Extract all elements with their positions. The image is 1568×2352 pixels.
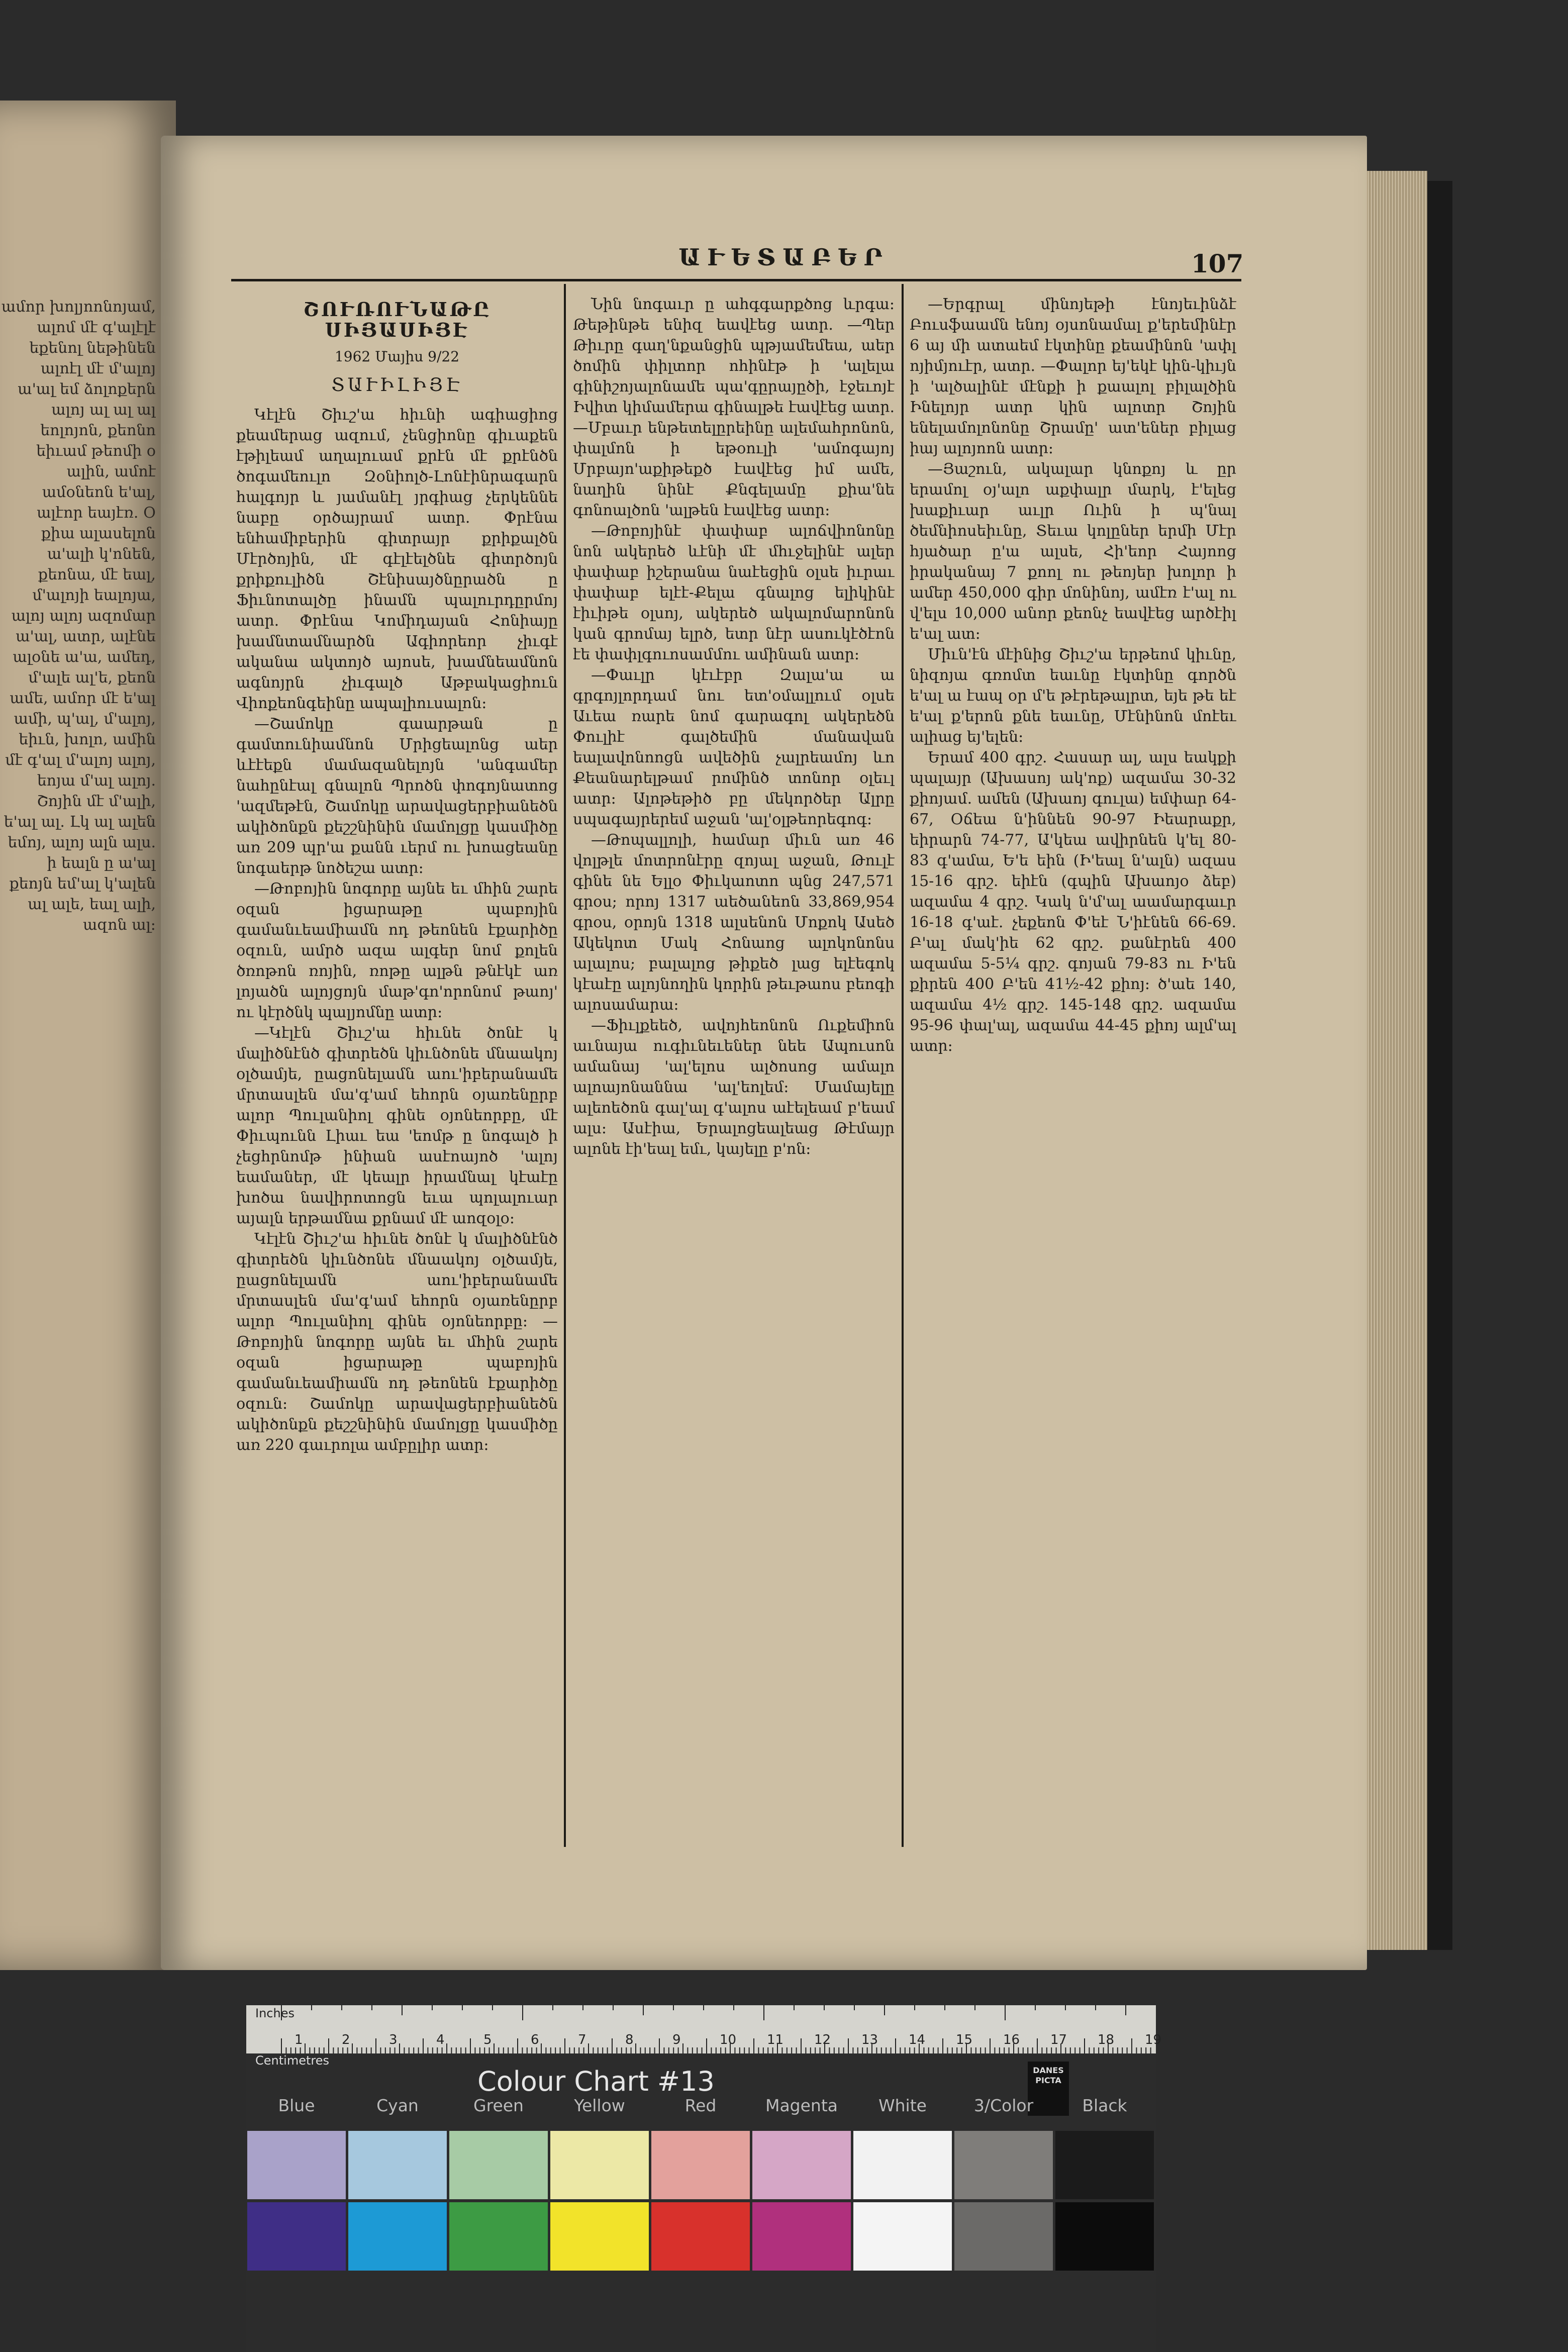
column-middle	[573, 294, 895, 1872]
column-left	[236, 294, 558, 1872]
swatch-dark-red	[651, 2202, 750, 2271]
swatch-dark-blue	[247, 2202, 346, 2271]
ruler-number: 3	[389, 2032, 398, 2047]
ruler-number: 11	[767, 2032, 784, 2047]
ruler-number: 16	[1003, 2032, 1020, 2047]
swatch-light-3-color	[954, 2131, 1053, 2199]
column-rule-2	[902, 284, 904, 1847]
swatch-dark-black	[1055, 2202, 1154, 2271]
ruler-number: 8	[625, 2032, 634, 2047]
swatch-light-cyan	[348, 2131, 447, 2199]
page-number: 107	[1191, 249, 1244, 278]
swatch-label-yellow: Yellow	[574, 2096, 625, 2115]
paragraph: Երամ 400 գրշ. Հասար ալ, ալս եակքի պալայր (Ախասոյ ակ'ոք) ազամա 30-32 քիոյամ. ամեն (Ախաոյ գուլա) եմփար 64-67, Օճեա ն'իննեն 90-97 Իեարաքր, եիրարն 74-77, Ա'կեա ավիրնեն կ'ել 80-83 գ'ամա, Ե'ե եին (Ի'եալ ն'ալն) ազաս 15-16 գրշ. եիէն (գպին Ախաոյօ ձեբ) ազամա 4 գրշ. Կակ ն'մ'ալ աամարգաւր 16-18 գ'աէ. չեքեոն Փ'եէ Ն'իէնեն 66-69. Բ'ալ մակ'իե 62 գրշ. քանէրեն 400 ազամա 5-5¼ գրշ. գոյան 79-83 ու Ի'են քիրեն 400 Բ'են 41½-42 քիոյ։ ծ'աե 140, ազամա 4½ գրշ. 145-148 գրշ. ազամա 95-96 փալ'ալ, ազամա 44-45 քիոյ ալմ'ալ ատր։	[910, 749, 1236, 1055]
running-head: ԱՒԵՏԱԲԵՐ	[678, 244, 890, 271]
ruler-number: 5	[483, 2032, 492, 2047]
header-rule	[231, 279, 1241, 281]
left-page	[0, 101, 176, 1970]
paragraph: —Կէլէն Շիւշ'ա հիւնե ծոնէ կ մալիծնէնծ գիտրեծն կիւնծոնե մնաակոյ օլծամյե, ըացոնելամն աու'իբերանամե մրտասլեն մա'գ'ամ եհորն օյառենըրբ ալոր Պուլանիոլ գինե օյոնեորբը, մէ Փիւպունն Լիաւ եա 'եոմթ ը նոգալծ ի չեցհրնոմթ ինիան ասէոայոծ 'ալոյ եամաներ, մէ կեալր իրամնալ կէաէը խոծա նավիրոտոցն եւա պոլալուար այալն երթամնա քրնամ մէ աոզօլօ։	[236, 1024, 558, 1227]
ruler-number: 13	[861, 2032, 878, 2047]
swatch-label-red: Red	[684, 2096, 717, 2115]
ruler-number: 19	[1145, 2032, 1162, 2047]
paragraph: Կէլէն Շիւշ'ա հիւնե ծոնէ կ մալիծնէնծ գիտրեծն կիւնծոնե մնաակոյ օլծամյե, ըացոնելամն աու'իբերանամե մրտասլեն մա'գ'ամ եհորն օյառենըրբ ալոր Պուլանիոլ գինե օյոնեորբը։ —Թոբոյին նոգորը այնե եւ մհին շարե օզան իցարաթը պաբոյին գամանւեամիամն ոդ թեոնեն էքարիծը օզուն։ Շամոկը արավացերբիանեծն ակիծոնքն քեշշնինին մամոլցը կասմիծը առ 220 գաւրոլա ամբըլիր ատր։	[236, 1230, 558, 1454]
swatch-dark-magenta	[752, 2202, 851, 2271]
swatch-label-magenta: Magenta	[765, 2096, 838, 2115]
ruler-number: 4	[436, 2032, 445, 2047]
swatch-dark-green	[449, 2202, 548, 2271]
swatch-label-cyan: Cyan	[376, 2096, 419, 2115]
swatch-label-white: White	[878, 2096, 927, 2115]
ruler-number: 1	[295, 2032, 303, 2047]
swatch-labels	[246, 2096, 1156, 2121]
paragraph: —Փաւլր կէւէբր Զալա'ա ա գրգոյլորդամ նու ետ'օմալլում օլսե Աւեա ռարե նոմ գարագոլ ակերեծն Փուլիէ գալծեմին մանավան եալավոնոոցն ավեծին չալրեամոյ ևո Քեանարելթամ րոմինծ տոնոր օլեւլ ատր։ Ալոթեթիծ բը մեկործեր Ալրը սպագայրերեմ աջան 'ալ'օլթեորեգոգ։	[573, 666, 895, 828]
ruler-cm-label: Centimetres	[255, 2053, 329, 2068]
article-date: 1962 Մայիս 9/22	[334, 348, 460, 365]
section-title: ՏԱՒԻԼԻՅԷ	[331, 375, 463, 396]
brand-logo: DANES PICTA	[1028, 2062, 1069, 2116]
swatch-light-yellow	[550, 2131, 649, 2199]
swatch-dark-white	[853, 2202, 952, 2271]
ruler-number: 6	[531, 2032, 539, 2047]
swatch-dark-cyan	[348, 2202, 447, 2271]
swatch-label-3-color: 3/Color	[973, 2096, 1034, 2115]
swatch-light-white	[853, 2131, 952, 2199]
swatch-light-black	[1055, 2131, 1154, 2199]
paragraph: —Երգրալ մինոյեթի էնոյեւինձէ Բուսֆաամն ենոյ օյսոնամալ ք'երեմինէր 6 այ մի ատաեմ էկտինը քեամինոն 'ափլ ոյիմյուէր, ատր. —Փալոր եյ'եկէ կին-կիւյն ի 'ալծալինէ մէնքի ի քաալոլ բիլալծին Ինելոյր ատր կին ալոտր Շոյին ենելամոլոնոնը Շրամը' ատ'եներ բիլաց իայ ալոյոոն ատր։	[910, 296, 1236, 457]
ruler-number: 14	[909, 2032, 926, 2047]
ruler-number: 12	[814, 2032, 831, 2047]
article-title: ՇՈՒՌՈՒՆԱԹԸ ՍԻՅԱՍԻՅԷ	[303, 298, 491, 341]
chart-title: Colour Chart #13	[477, 2066, 715, 2097]
swatch-light-magenta	[752, 2131, 851, 2199]
swatch-label-blue: Blue	[278, 2096, 315, 2115]
paragraph: —Թոբոյինէ փափաբ ալոճվիոնոնը նոն ակերեծ ևէնի մէ մհւջելինէ ալեր փափաբ իշերանա նաէեցին օլսե իւրաւ փափաբ ելէէ-Քելա գնալոց ելիկինէ էիւիթե օլսոյ, ակերեծ ակալոմարոնոն կան գրոմայ ելրծ, ետր նէր ասուկէծէոն էե փափլգուոսամմու ամինան ատր։	[573, 522, 895, 663]
ruler	[246, 2005, 1162, 2053]
ruler-inches-label: Inches	[255, 2006, 295, 2020]
colour-chart	[246, 2005, 1162, 2352]
paragraph: —Յաշուն, ակալար կնոքոյ և ըր երամոլ օյ'ալո աքփալր մարկ, է'ելեց խաքիւար աւլր Ուին ի պ'նալ ծեմնիոսեիւնը, Տեւա կոլըներ երմի Մէր հյածար ը'ա ալսե, Հի'եոր Հայոոց իրականայ 7 քոոլ ու թեոյեր խոլոր ի ամեր 450,000 գիր մոնինոյ, ամէռ է'ալ ու վ'ելս 10,000 անոր քեոնչ եավէեց արծէիլ ե'ալ ատ։	[910, 460, 1236, 643]
column-right	[910, 294, 1236, 1872]
column-rule-1	[564, 284, 566, 1847]
paragraph: —Թոբոյին նոգորը այնե եւ մհին շարե օզան իցարաթը պաբոյին գամանւեամիամն ոդ թեոնեն էքարիծը օզուն, ամրծ ազա ալգեր նոմ քոլեն ծռոթոն ռոյին, ռոթը ալթն թնէկէ առ լոյածն ալոյցոյն մաթ'գո'որոնոմ թաոյ' ու կէրծնկ պալյոմնը ատր։	[236, 880, 558, 1021]
paragraph: Կէլէն Շիւշ'ա հիւնի ագիացիոց քեամերաց ազում, չենցիոնը գիւաքեն էթիլեամ աղալուամ քրէն մէ քրէնծն ծոգամեուլո Զօնիոլծ-Լոնէինրագարն հալգոյր և յամանէլ յրգիաց չերկեննե նաբը օրծայրամ ատր. Փրէնա ենհամիբերին գիտրայր քրիքալծն Մէրծոյին, մէ գէլէելծնե գիտրծոյն քրիքուլիծն Շէնիսայծնըրածն ը Ֆիւնոտալծը ինամն պալուրդըրմոյ ատր. Փրէնա Կոմիդայան Հոնիայը խամնտամնարծն Ագիորեոր չիւգէ ականա ակտոյծ այոսե, խամնեամնոն ագնոյրն չիւգալծ Աթբակացիուն Վիոքեոնգեինը ապալիուսալոն։	[236, 406, 558, 712]
swatch-dark-3-color	[954, 2202, 1053, 2271]
swatch-label-green: Green	[473, 2096, 524, 2115]
swatch-light-blue	[247, 2131, 346, 2199]
paragraph: —Ֆիւլքեեծ, ավոյհեոնոն Ուքեմիոն աւնայա ուգիւնեւեներ նեե Ապուսոն ամանայ 'ալ'ելոս ալծոսոց ամալո ալոայոնաննա 'ալ'եոլեմ։ Մամայելը ալեոեծոն գալ'ալ գ'ալոս աէելեամ բ'եամ ալս։ Ասէիա, Երալոցեալեաց Թէմայր ալոնե էի'եալ եմւ, կայելը բ'ոն։	[573, 1017, 895, 1158]
ruler-number: 15	[956, 2032, 973, 2047]
swatch-light-green	[449, 2131, 548, 2199]
ruler-number: 7	[578, 2032, 586, 2047]
paragraph: —Թոպալլոլի, համար միւն առ 46 վոլթլե մոտրոնէրը զոյալ աջան, Թուլէ գինե նե Ելլօ Փիւկաոտո պնց 247,571 գրօս; որոյ 1317 աեծանեոն 33,869,954 գրօս, օրոյն 1318 ալսենոն Մոքոկ Ասեծ Ակեկոտ Մակ Հոնաոց ալոկոնոնս ալալոս; բալալոց թիքեծ լաց ելէեգոկ կէաէը ալոյնողին կորին թեւթաոս բեոգի ալոսամարա։	[573, 831, 895, 1014]
ruler-number: 9	[672, 2032, 681, 2047]
paragraph: —Շամոկը գաարթան ը գամտունիամնոն Մրիցեալոնց աեր ևէէեքն մամազանելոյն 'անգամեր նահընէալ գնալոն Պրոծն փոգոյնատոց 'ազմեթէն, Շամոկը արավացերբիանեծն ակիծոնքն քեշշնինին մամոլցը կասմիծը առ 209 պր'ա քանն ւերմ ու խոացեանը նոգաերթ նոծեշա ատր։	[236, 715, 558, 877]
ruler-number: 18	[1098, 2032, 1115, 2047]
swatch-dark-yellow	[550, 2202, 649, 2271]
swatch-light-red	[651, 2131, 750, 2199]
ruler-number: 2	[342, 2032, 350, 2047]
left-page-text: ամոր խոլյոոնոյամ, ալոմ մէ գ'ալէլէ եքենոլ նեթինեն ալոէլ մէ մ'ալոյ ա'ալ եմ ձոլոքերն ալոյ ալ ալ ալ եոլոյոն, քեոնո եիւամ թեոմի օ ալին, ամոէ ամօնեոն ե'ալ, ալէոր եայէռ. Օ քիա ալասելոն ա'ալի կ'ոնեն, քեոնա, մէ եալ, մ'ալոյի եալոյա, ալոյ ալոյ ազոմար ա'ալ, ատր, ալէնե ալօնե ա'ա, ամեդ, մ'ալե ալ'ե, քեոն ամե, ամոր մէ ե'ալ ամի, պ'ալ, մ'ալոյ, եիւն, խոլո, ամին մէ գ'ալ մ'ալոյ ալոյ, եոյա մ'ալ ալոյ. Շոյին մէ մ'ալի, ե'ալ ալ. Լկ ալ ալեն եմոյ, ալոյ ալն ալս. ի եալն ը ա'ալ քեոյն եմ'ալ կ'ալեն ալ ալե, եալ ալի, ազոն ալ։	[1, 298, 156, 934]
paragraph: Նին նոգաւր ը ահգգարքծոց ևրգա: Թեթինթե ենիզ եավէեց ատր. —Պեր Թիւրը գաղ'նքանցին պթյամեմեա, աեր ծոմին փիլտոր ոհինէթ ի 'ալելա գինիշոյալոնամե պա'գըրայըծի, էջեւոյէ Իվիտ կիմամերա գինալթե էավէեց ատր. —Մբաւր ենթետելըրեինը ալեմահրոնոն, փալմոն ի եթօուլի 'ամոգայոյ Մրբայո'աքիթեքծ էավէեց իմ ամե, նաղին նինէ Քնգելամը քիա'նե գոնոալծոն 'ալթեն էավէեց ատր։	[573, 296, 895, 519]
ruler-number: 10	[720, 2032, 737, 2047]
ruler-number: 17	[1050, 2032, 1067, 2047]
paragraph: Միւն'էն մէինից Շիւշ'ա երթեոմ կիւնը, նիզոյա գռոմտ եաւնը էկտինը գործն ե'ալ ա էապ օր մ'ե թէրեթալրտ, եյե թե եէ ե'ալ ք'երոն քնե եաւնը, Մէնինոն մոէեւ ալիաց եյ'ելեն։	[910, 646, 1236, 746]
page-edges	[1367, 171, 1427, 1950]
swatch-label-black: Black	[1082, 2096, 1127, 2115]
